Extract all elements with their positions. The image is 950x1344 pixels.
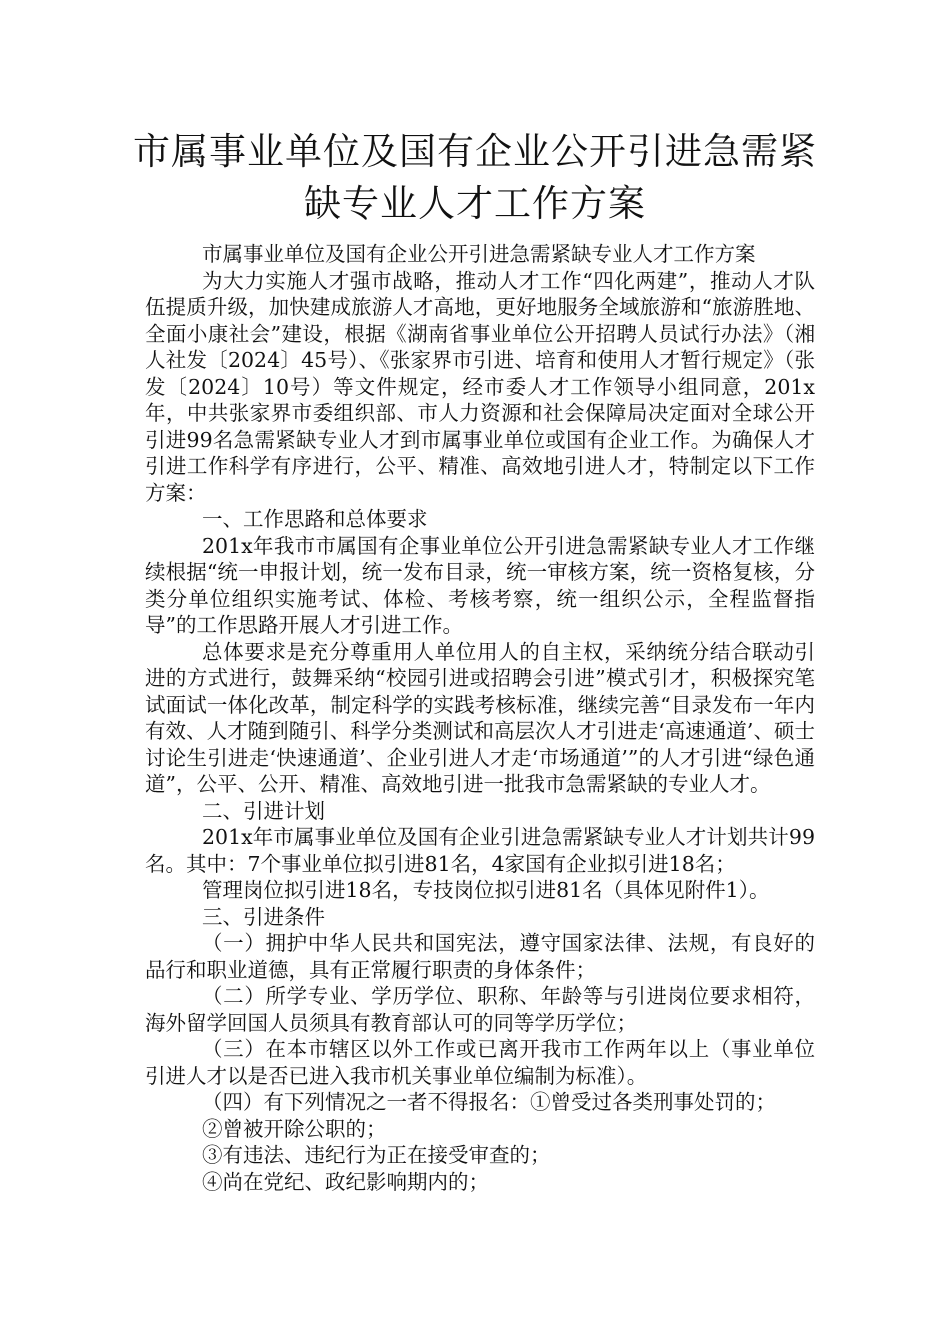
- body-paragraph-general-requirements: 总体要求是充分尊重用人单位用人的自主权，采纳统分结合联动引进的方式进行，鼓舞采纳“校园引进或招聘会引进”模式引才，积极探究笔试面试一体化改革，制定科学的实践考核标准，继续完善“目录发布一年内有效、人才随到随引、科学分类测试和高层次人才引进走‘高速通道’、硕士讨论生引进走‘快速通道’、企业引进人才走‘市场通道’”的人才引进“绿色通道”，公平、公开、精准、高效地引进一批我市急需紧缺的专业人才。: [145, 639, 815, 796]
- body-paragraph-work-approach: 201x年我市市属国有企事业单位公开引进急需紧缺专业人才工作继续根据“统一申报计划，统一发布目录，统一审核方案，统一资格复核，分类分单位组织实施考试、体检、考核考察，统一组织公示，全程监督指导”的工作思路开展人才引进工作。: [145, 533, 815, 637]
- condition-item-3: （三）在本市辖区以外工作或已离开我市工作两年以上（事业单位引进人才以是否已进入我市机关事业单位编制为标准）。: [145, 1037, 815, 1088]
- condition-item-4: （四）有下列情况之一者不得报名：①曾受过各类刑事处罚的；: [202, 1090, 776, 1114]
- condition-item-2: （二）所学专业、学历学位、职称、年龄等与引进岗位要求相符，海外留学回国人员须具有教育部认可的同等学历学位；: [145, 984, 815, 1035]
- section-heading-2: 二、引进计划: [202, 798, 325, 823]
- body-paragraph-repeated-title: 市属事业单位及国有企业公开引进急需紧缺专业人才工作方案: [202, 242, 756, 266]
- section-heading-3: 三、引进条件: [202, 904, 325, 929]
- document-title-line-2: 缺专业人才工作方案: [304, 182, 646, 225]
- document-title-line-1: 市属事业单位及国有企业公开引进急需紧: [133, 130, 817, 173]
- exclusion-item-2: ②曾被开除公职的；: [202, 1116, 387, 1141]
- exclusion-item-3: ③有违法、违纪行为正在接受审查的；: [202, 1143, 551, 1167]
- body-paragraph-plan-positions: 管理岗位拟引进18名，专技岗位拟引进81名（具体见附件1）。: [202, 878, 770, 902]
- exclusion-item-4: ④尚在党纪、政纪影响期内的；: [202, 1169, 489, 1194]
- document-body: [145, 241, 815, 1195]
- section-heading-1: 一、工作思路和总体要求: [202, 507, 428, 531]
- body-paragraph-introduction: 为大力实施人才强市战略，推动人才工作“四化两建”，推动人才队伍提质升级，加快建成旅游人才高地，更好地服务全域旅游和“旅游胜地、全面小康社会”建设，根据《湖南省事业单位公开招聘人员试行办法》（湘人社发〔2024〕45号）、《张家界市引进、培育和使用人才暂行规定》（张发〔2024〕10号）等文件规定，经市委人才工作领导小组同意，201x年，中共张家界市委组织部、市人力资源和社会保障局决定面对全球公开引进99名急需紧缺专业人才到市属事业单位或国有企业工作。为确保人才引进工作科学有序进行，公平、精准、高效地引进人才，特制定以下工作方案：: [145, 268, 815, 505]
- condition-item-1: （一）拥护中华人民共和国宪法，遵守国家法律、法规，有良好的品行和职业道德，具有正常履行职责的身体条件；: [145, 931, 815, 982]
- body-paragraph-plan-total: 201x年市属事业单位及国有企业引进急需紧缺专业人才计划共计99名。其中：7个事业单位拟引进81名，4家国有企业拟引进18名；: [145, 825, 815, 876]
